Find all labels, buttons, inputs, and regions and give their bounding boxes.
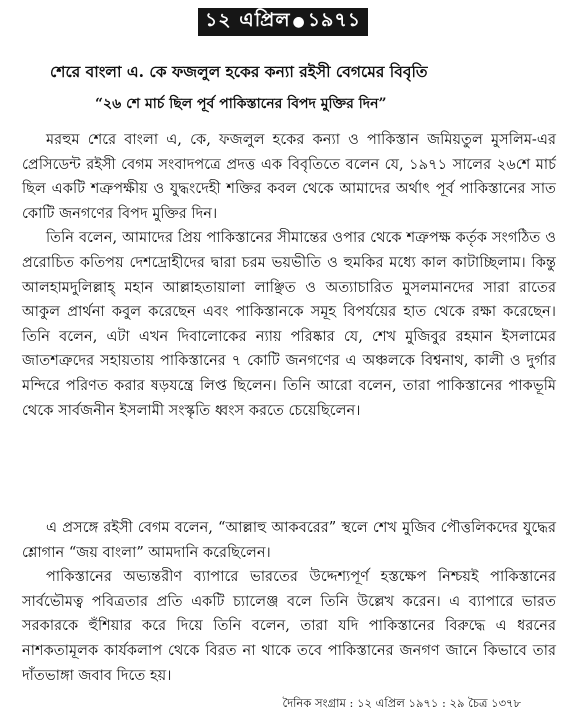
paragraph: তিনি বলেন, আমাদের প্রিয় পাকিস্তানের সীমান্তের ওপার থেকে শত্রুপক্ষ কর্তৃক সংগঠিত ও প্ররোচিত কতিপয় দেশদ্রোহীদের দ্বারা চরম ভয়ভীতি ও হুমকির মধ্যে কাল কাটাচ্ছিলাম। কিন্তু আলহামদুলিল্লাহ্ মহান আল্লাহতায়ালা লাঞ্ছিত ও অত্যাচারিত মুসলমানদের সারা রাতের আকুল প্রার্থনা কবুল করেছেন এবং পাকিস্তানকে সমূহ বিপর্যয়ের হাত থেকে রক্ষা করেছেন। তিনি বলেন, এটা এখন দিবালোকের ন্যায় পরিষ্কার যে, শেখ মুজিবুর রহমান ইসলামের জাতশত্রুদের সহায়তায় পাকিস্তানের ৭ কোটি জনগণের এ অঞ্চলকে বিশ্বনাথ, কালী ও দুর্গার মন্দিরে পরিণত করার ষড়যন্ত্রে লিপ্ত ছিলেন। তিনি আরো বলেন, তারা পাকিস্তানের পাকভূমি থেকে সার্বজনীন ইসলামী সংস্কৃতি ধ্বংস করতে চেয়েছিলেন।	[22, 229, 556, 419]
date-separator-icon: ●	[292, 14, 306, 30]
source-citation: দৈনিক সংগ্রাম : ১২ এপ্রিল ১৯৭১ : ২৯ চৈত্র ১৩৭৮	[282, 696, 521, 710]
date-year: ১৯৭১	[307, 9, 362, 31]
date-banner	[198, 8, 368, 36]
article-body-block-1	[22, 128, 556, 423]
paragraph: মরহুম শেরে বাংলা এ, কে, ফজলুল হকের কন্যা ও পাকিস্তান জমিয়তুল মুসলিম-এর প্রেসিডেন্ট রইসী বেগম সংবাদপত্রে প্রদত্ত এক বিবৃতিতে বলেন যে, ১৯৭১ সালের ২৬শে মার্চ ছিল একটি শত্রুপক্ষীয় ও যুদ্ধংদেহী শক্তির কবল থেকে আমাদের অর্থাৎ পূর্ব পাকিস্তানের সাত কোটি জনগণের বিপদ মুক্তির দিন।	[22, 131, 556, 222]
paragraph: এ প্রসঙ্গে রইসী বেগম বলেন, “আল্লাহু আকবরের” স্থলে শেখ মুজিব পৌত্তলিকদের যুদ্ধের শ্লোগান “জয় বাংলা” আমদানি করেছিলেন।	[22, 519, 556, 561]
date-day: ১২ এপ্রিল	[204, 9, 291, 31]
headline: শেরে বাংলা এ. কে ফজলুল হকের কন্যা রইসী বেগমের বিবৃতি	[50, 62, 428, 81]
paragraph: পাকিস্তানের অভ্যন্তরীণ ব্যাপারে ভারতের উদ্দেশ্যপূর্ণ হস্তক্ষেপ নিশ্চয়ই পাকিস্তানের সার্বভৌমত্ব পবিত্রতার প্রতি একটি চ্যালেঞ্জ বলে তিনি উল্লেখ করেন। এ ব্যাপারে ভারত সরকারকে হুঁশিয়ার করে দিয়ে তিনি বলেন, তারা যদি পাকিস্তানের বিরুদ্ধে এ ধরনের নাশকতামূলক কার্যকলাপ থেকে বিরত না থাকে তবে পাকিস্তানের জনগণ জানে কিভাবে তার দাঁতভাঙ্গা জবাব দিতে হয়।	[22, 568, 556, 684]
article-body-block-2	[22, 516, 556, 688]
subheadline: “২৬ শে মার্চ ছিল পূর্ব পাকিস্তানের বিপদ মুক্তির দিন”	[95, 96, 387, 112]
